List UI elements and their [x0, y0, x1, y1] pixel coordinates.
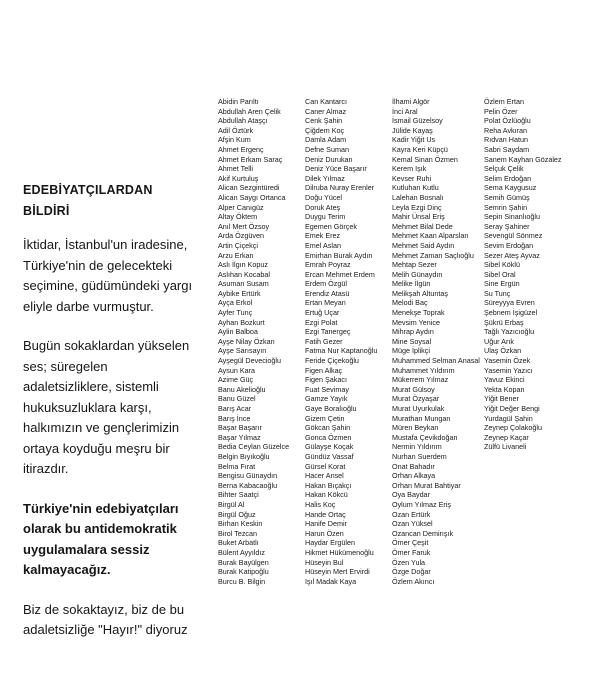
signatory-name: Hikmet Hükümenoğlu: [305, 547, 374, 557]
signatory-name: Hüseyin Mert Ervirdi: [305, 567, 370, 577]
signatory-name: Asuman Susam: [218, 279, 269, 289]
signatory-name: Dilek Yılmaz: [305, 173, 345, 183]
signatory-name: Ahmet Ergenç: [218, 144, 264, 154]
signatory-name: Alican Saygı Ortanca: [218, 192, 286, 202]
signatory-name: Sine Ergün: [484, 279, 520, 289]
signatory-name: Mihrap Aydın: [392, 327, 434, 337]
signatory-name: Murat Özyaşar: [392, 394, 440, 404]
signatory-name: Zülfü Livaneli: [484, 442, 527, 452]
signatory-name: İnci Aral: [392, 106, 418, 116]
signatory-name: Hakan Bıçakçı: [305, 480, 352, 490]
signatory-name: Ezgi Polat: [305, 317, 338, 327]
signatory-name: Yurdagül Şahin: [484, 413, 533, 423]
signatory-name: Hakan Kökcü: [305, 490, 348, 500]
signatory-name: Gaye Boralıoğlu: [305, 404, 357, 413]
signatory-name: Deniz Durukan: [305, 154, 353, 164]
statement-block: [23, 180, 193, 660]
signatory-name: Gökcan Şahin: [305, 423, 351, 433]
signatory-name: Doğu Yücel: [305, 192, 343, 202]
signatory-name: Kayra Keri Küpçü: [392, 144, 448, 154]
signatory-name: Birol Tezcan: [218, 528, 258, 538]
signatory-name: Abdullah Aren Çelik: [218, 106, 281, 116]
signatory-name: Onat Bahadır: [392, 461, 435, 471]
signatory-name: Ayşegül Devecioğlu: [218, 356, 281, 366]
signatory-name: Gizem Çetin: [305, 413, 345, 423]
signatory-name: Aylin Balboa: [218, 327, 258, 337]
signatory-name: Sevim Erdoğan: [484, 240, 534, 250]
signatory-name: Dilruba Nuray Erenler: [305, 183, 375, 193]
signatory-name: Selim Erdoğan: [484, 173, 532, 183]
signatory-column: [218, 97, 305, 586]
signatory-name: Abidin Parıltı: [218, 97, 259, 106]
signatory-name: Ertan Meyan: [305, 298, 346, 308]
signatory-name: Emel Aslan: [305, 240, 341, 250]
signatory-name: Oya Baydar: [392, 490, 430, 500]
signatory-name: Yasemin Yazıcı: [484, 365, 533, 375]
signatory-name: Orhan Alkaya: [392, 471, 436, 481]
signatory-name: Mehmet Bilal Dede: [392, 221, 453, 231]
signatory-name: Halis Koç: [305, 499, 336, 509]
signatory-name: Kevser Ruhi: [392, 173, 432, 183]
signatory-name: Belma Fırat: [218, 461, 256, 471]
signatory-name: Su Tunç: [484, 288, 511, 298]
signatory-name: Yasemin Özek: [484, 356, 531, 366]
signatory-name: Bülent Ayyıldız: [218, 547, 266, 557]
signatory-name: Yiğit Değer Bengi: [484, 404, 540, 413]
signatory-name: Ertuğ Uçar: [305, 308, 340, 318]
signatory-name: Murat Gülsoy: [392, 384, 435, 394]
signatory-name: Semrin Şahin: [484, 202, 528, 212]
signatory-name: Aslıhan Kocabal: [218, 269, 270, 279]
signatory-name: Alper Canıgüz: [218, 202, 264, 212]
signatory-column: [305, 97, 392, 586]
signatory-name: Artin Çiçekçi: [218, 240, 258, 250]
signatory-name: Başar Başarır: [218, 423, 262, 433]
signatory-name: Zeynep Çolakoğlu: [484, 423, 542, 433]
signatory-name: Işıl Madak Kaya: [305, 576, 357, 586]
signatory-name: Gonca Özmen: [305, 432, 352, 442]
signatory-name: Deniz Yüce Başarır: [305, 164, 367, 174]
signatory-name: Banu Güzel: [218, 394, 256, 404]
signatory-name: Özge Doğar: [392, 567, 431, 577]
signatory-name: Melikşah Altuntaş: [392, 288, 448, 298]
signatory-name: Nermin Yıldırım: [392, 442, 442, 452]
signatory-name: Mine Soysal: [392, 336, 432, 346]
signatory-name: Sanem Kayhan Gözalez: [484, 154, 562, 164]
signatory-name: Sepin Sinanlıoğlu: [484, 212, 540, 222]
signatory-name: Harun Özen: [305, 528, 344, 538]
statement-paragraph: Biz de sokaktayız, biz de bu adaletsizliğe "Hayır!" diyoruz: [23, 601, 188, 637]
signatory-name: Reha Avkıran: [484, 125, 528, 135]
signatory-name: Ozancan Demirışık: [392, 528, 454, 538]
signatory-name: Aybike Ertürk: [218, 288, 261, 298]
signatory-name: Barış Acar: [218, 404, 252, 413]
signatory-name: Can Kantarcı: [305, 97, 347, 106]
signatory-name: Damla Adam: [305, 135, 347, 145]
statement-paragraph: Türkiye'nin edebiyatçıları olarak bu antidemokratik uygulamalara sessiz kalmayacağız.: [23, 500, 179, 577]
signatory-name: İlhami Algör: [392, 97, 430, 106]
signatory-name: Akif Kurtuluş: [218, 173, 259, 183]
signatory-name: Belgin Bıyıkoğlu: [218, 451, 270, 461]
signatory-name: Ahmet Telli: [218, 164, 254, 174]
signatory-name: Ömer Faruk: [392, 547, 431, 557]
signatory-name: Ozan Yüksel: [392, 519, 433, 529]
signatory-name: Hanife Demir: [305, 519, 347, 529]
signatory-name: Sabri Saydam: [484, 144, 530, 154]
signatory-name: Yiğit Bener: [484, 394, 519, 404]
signatory-name: Tağlı Yazıcıoğlu: [484, 327, 535, 337]
signatory-list: [218, 97, 590, 586]
signatory-name: Muhammet Yıldırım: [392, 365, 455, 375]
signatory-name: Hüseyin Bul: [305, 557, 344, 567]
signatory-name: Emek Erez: [305, 231, 341, 241]
signatory-name: Abdullah Ataşçı: [218, 116, 268, 126]
signatory-name: Mehmet Zaman Saçlıoğlu: [392, 250, 474, 260]
signatory-name: Afşin Kum: [218, 135, 251, 145]
signatory-name: Yavuz Ekinci: [484, 375, 525, 385]
signatory-name: Barış İnce: [218, 413, 251, 423]
signatory-name: Ayhan Bozkurt: [218, 317, 265, 327]
signatory-name: Emrah Poyraz: [305, 260, 351, 270]
signatory-name: Şebnem İşigüzel: [484, 308, 538, 318]
signatory-name: Gülayşe Koçak: [305, 442, 354, 452]
signatory-name: Melodi Baç: [392, 298, 428, 308]
signatory-name: Ayça Erkol: [218, 298, 253, 308]
signatory-name: Pelin Özer: [484, 106, 518, 116]
signatory-name: Murathan Mungan: [392, 413, 451, 423]
signatory-name: Menekşe Toprak: [392, 308, 445, 318]
signatory-name: Müren Beykan: [392, 423, 439, 433]
signatory-name: Jülide Kayaş: [392, 125, 433, 135]
signatory-name: Mehtap Sezer: [392, 260, 437, 270]
signatory-name: Cenk Şahin: [305, 116, 343, 126]
signatory-name: Gürsel Korat: [305, 461, 346, 471]
signatory-name: Arzu Erkan: [218, 250, 254, 260]
signatory-name: Alican Sezgintüredi: [218, 183, 280, 193]
signatory-name: Ömer Çeşit: [392, 538, 429, 548]
signatory-name: Birhan Keskin: [218, 519, 263, 529]
signatory-name: Zeynep Kaçar: [484, 432, 529, 442]
signatory-name: Egemen Görçek: [305, 221, 357, 231]
signatory-name: Murat Uyurkulak: [392, 404, 445, 413]
signatory-name: Özlem Ertan: [484, 97, 524, 106]
signatory-name: Mustafa Çevikdoğan: [392, 432, 458, 442]
signatory-name: Bedia Ceylan Güzelce: [218, 442, 290, 452]
signatory-name: Nurhan Suerdem: [392, 451, 447, 461]
statement-paragraphs: [23, 235, 193, 641]
signatory-name: Emirhan Burak Aydın: [305, 250, 373, 260]
signatory-name: Şükrü Erbaş: [484, 317, 524, 327]
signatory-name: Seray Şahiner: [484, 221, 530, 231]
signatory-name: Hande Ortaç: [305, 509, 346, 519]
signatory-name: Rıdvan Hatun: [484, 135, 528, 145]
signatory-name: Figen Şakacı: [305, 375, 347, 385]
signatory-name: Aysun Kara: [218, 365, 256, 375]
signatory-name: Sevengül Sönmez: [484, 231, 543, 241]
signatory-name: Mükerrem Yılmaz: [392, 375, 449, 385]
signatory-name: Bihter Saatçi: [218, 490, 259, 500]
signatory-name: Gamze Yayık: [305, 394, 348, 404]
signatory-name: Sibel Köklü: [484, 260, 520, 270]
signatory-name: Ahmet Erkam Saraç: [218, 154, 283, 164]
signatory-name: Sezer Ateş Ayvaz: [484, 250, 540, 260]
signatory-name: Fatma Nur Kaptanoğlu: [305, 346, 378, 356]
signatory-name: Fuat Sevimay: [305, 384, 349, 394]
signatory-name: Banu Akelioğlu: [218, 384, 266, 394]
signatory-name: Semih Gümüş: [484, 192, 530, 202]
signatory-name: Burcu B. Bilgin: [218, 576, 266, 586]
signatory-name: Sema Kaygusuz: [484, 183, 537, 193]
signatory-name: Mahir Ünsal Eriş: [392, 212, 445, 222]
signatory-name: Özlem Akıncı: [392, 576, 435, 586]
signatory-name: Haydar Ergülen: [305, 538, 355, 548]
signatory-name: Feride Çiçekoğlu: [305, 356, 359, 366]
signatory-name: Burak Bayülgen: [218, 557, 269, 567]
signatory-name: Yekta Kopan: [484, 384, 525, 394]
signatory-name: Lalehan Bosnalı: [392, 192, 444, 202]
signatory-name: Gündüz Vassaf: [305, 451, 354, 461]
signatory-name: Doruk Ateş: [305, 202, 341, 212]
signatory-name: Kemal Sinan Özmen: [392, 154, 458, 164]
signatory-name: Müge İplikçi: [392, 346, 430, 356]
signatory-name: Buket Arbatlı: [218, 538, 259, 548]
signatory-name: Ezgi Tanergeç: [305, 327, 351, 337]
signatory-name: Uğur Arık: [484, 336, 514, 346]
signatory-name: Ulaş Özkan: [484, 346, 522, 356]
signatory-name: Özen Yula: [392, 557, 426, 567]
signatory-column: [484, 97, 590, 586]
signatory-name: Mevsim Yenice: [392, 317, 440, 327]
signatory-name: Polat Özlüoğlu: [484, 116, 531, 126]
signatory-name: Ayşe Nilay Özkan: [218, 336, 275, 346]
signatory-name: Erdem Özgül: [305, 279, 347, 289]
signatory-column: [392, 97, 484, 586]
signatory-name: Ozan Ertürk: [392, 509, 431, 519]
signatory-name: Mehmet Kaan Alparslan: [392, 231, 469, 241]
signatory-name: Bengisu Günaydın: [218, 471, 278, 481]
signatory-name: Melih Günaydın: [392, 269, 443, 279]
signatory-name: Aslı İlgın Kopuz: [218, 260, 268, 270]
signatory-name: Hacer Ansel: [305, 471, 344, 481]
signatory-name: Azime Güç: [218, 375, 254, 385]
signatory-name: Muhammed Selman Anasal: [392, 356, 480, 366]
signatory-name: Çiğdem Koç: [305, 125, 345, 135]
signatory-name: Altay Öktem: [218, 212, 258, 222]
signatory-name: Birgül Al: [218, 499, 245, 509]
signatory-name: Leyla Ezgi Dinç: [392, 202, 442, 212]
signatory-name: Duygu Terim: [305, 212, 346, 222]
signatory-name: Berna Kabacaoğlu: [218, 480, 278, 490]
signatory-name: Selçuk Çelik: [484, 164, 524, 174]
signatory-name: Adil Öztürk: [218, 125, 254, 135]
signatory-name: Oylum Yılmaz Eriş: [392, 499, 451, 509]
signatory-name: Kadir Yiğit Us: [392, 135, 436, 145]
signatory-name: Fatih Gezer: [305, 336, 343, 346]
signatory-name: Anıl Mert Özsoy: [218, 221, 270, 231]
signatory-name: Başar Yılmaz: [218, 432, 261, 442]
signatory-name: Ercan Mehmet Erdem: [305, 269, 375, 279]
signatory-name: Kutluhan Kutlu: [392, 183, 439, 193]
signatory-name: Burak Katipoğlu: [218, 567, 269, 577]
statement-paragraph: Bugün sokaklardan yükselen ses; süregelen adaletsizliklere, sistemli hukuksuzluklara karşı, halkımızın ve gençlerimizin ortaya koyduğu meşru bir itirazdır.: [23, 338, 190, 476]
statement-title: EDEBİYATÇILARDAN BİLDİRİ: [23, 183, 153, 218]
signatory-name: Süreyyya Evren: [484, 298, 535, 308]
signatory-name: Ayşe Sarısayın: [218, 346, 267, 356]
signatory-name: Figen Alkaç: [305, 365, 343, 375]
signatory-name: Arda Özgüven: [218, 231, 264, 241]
signatory-name: Mehmet Said Aydın: [392, 240, 455, 250]
signatory-name: Orhan Murat Bahtiyar: [392, 480, 461, 490]
statement-paragraph: İktidar, İstanbul'un iradesine, Türkiye'nin de gelecekteki seçimine, güdümündeki yargı eliyle darbe vurmuştur.: [23, 237, 193, 314]
signatory-name: Sibel Oral: [484, 269, 516, 279]
signatory-name: Birgül Oğuz: [218, 509, 256, 519]
signatory-name: Erendiz Atasü: [305, 288, 350, 298]
signatory-name: Kerem Işık: [392, 164, 427, 174]
signatory-name: İsmail Güzelsoy: [392, 116, 443, 126]
signatory-name: Caner Almaz: [305, 106, 347, 116]
signatory-name: Ayfer Tunç: [218, 308, 253, 318]
signatory-name: Melike İlgün: [392, 279, 431, 289]
signatory-name: Defne Suman: [305, 144, 349, 154]
